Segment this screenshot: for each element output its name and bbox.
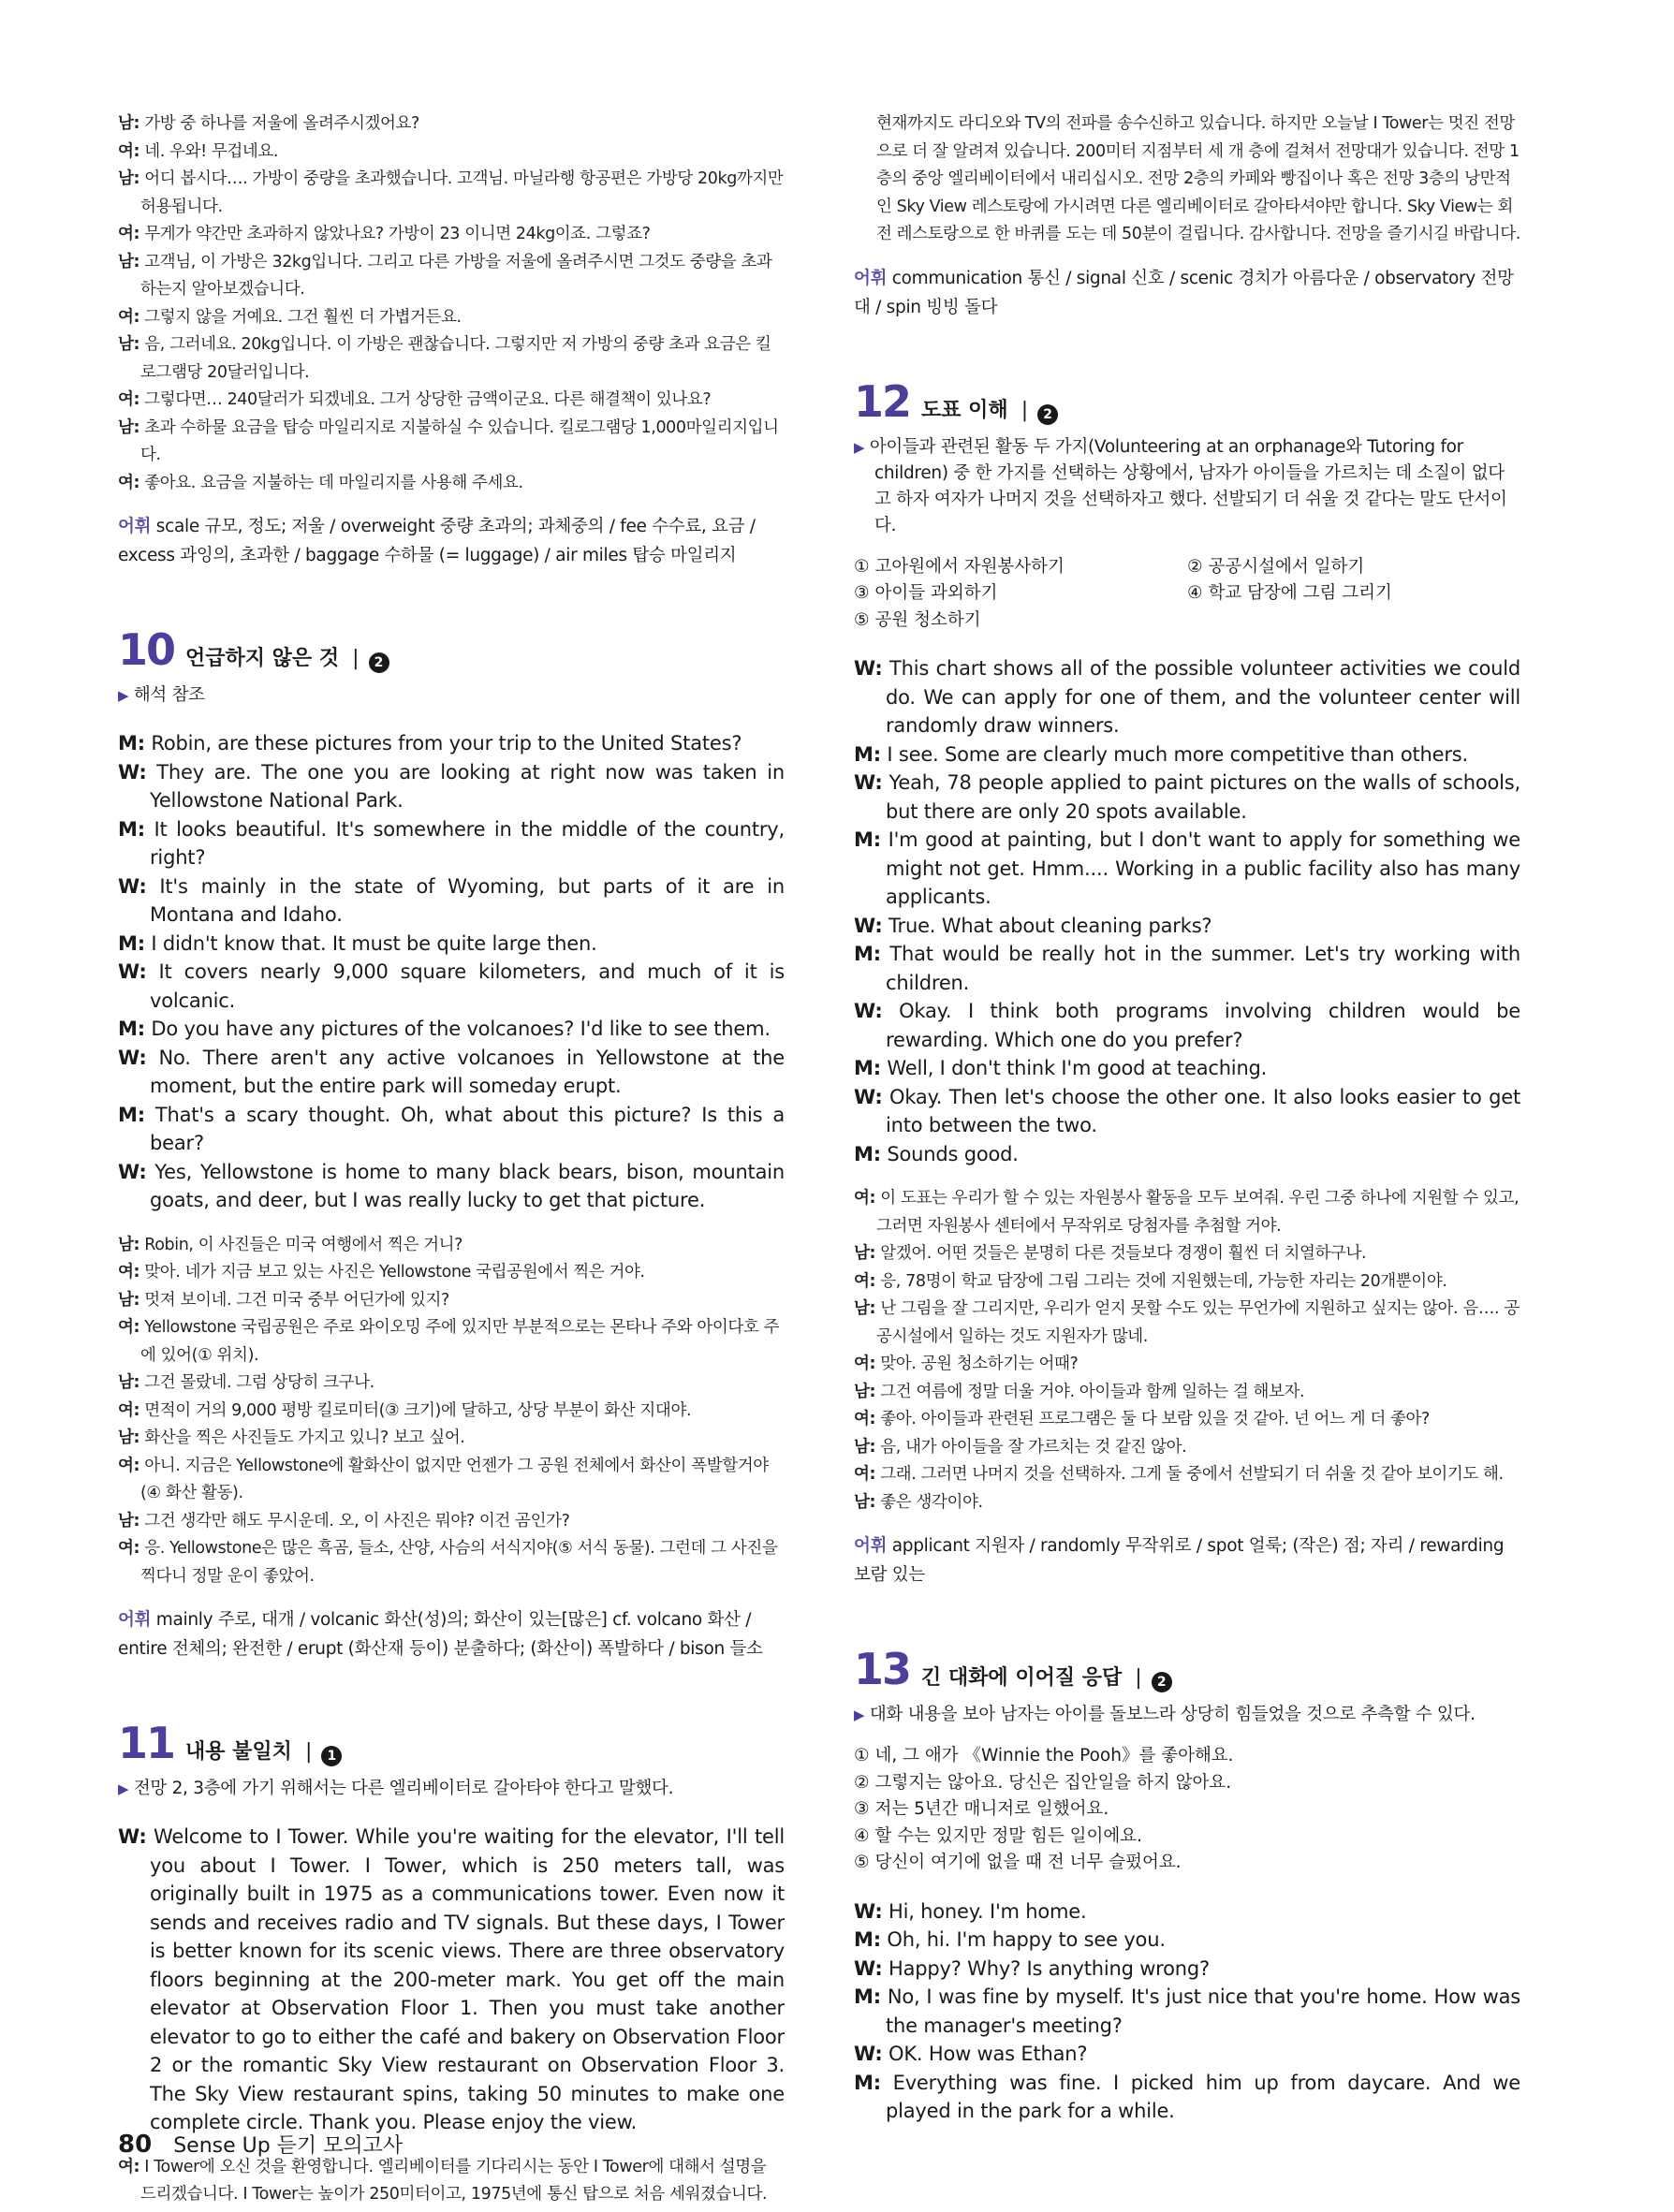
line-text: Hi, honey. I'm home. xyxy=(888,1899,1087,1923)
speaker-label: 남: xyxy=(118,114,140,133)
line-text: This chart shows all of the possible volunteer activities we could do. We can apply for one of them, and the volunteer center will randomly draw winners. xyxy=(886,657,1520,737)
question-number: 10 xyxy=(118,624,175,675)
triangle-icon: ▶ xyxy=(118,1780,129,1797)
dialog-line xyxy=(118,1044,785,1101)
dialog-line xyxy=(854,1983,1520,2040)
speaker-label: 여: xyxy=(118,141,140,161)
speaker-label: 여: xyxy=(854,1410,876,1428)
speaker-label: W: xyxy=(854,1956,883,1980)
line-text: No. There aren't any active volcanoes in Yellowstone at the moment, but the entire park will someday erupt. xyxy=(150,1046,785,1097)
speaker-label: W: xyxy=(854,1085,883,1108)
line-text: 그렇지 않을 거예요. 그건 훨씬 더 가볍거든요. xyxy=(144,307,462,327)
q10-hint: ▶ 해석 참조 xyxy=(118,685,205,705)
speaker-label: M: xyxy=(854,943,881,965)
q10-translation xyxy=(118,1232,785,1591)
line-text: 그건 여름에 정말 더울 거야. 아이들과 함께 일하는 걸 해보자. xyxy=(880,1382,1305,1401)
dialog-line xyxy=(118,1101,785,1158)
question-title: 언급하지 않은 것 xyxy=(185,647,340,670)
speaker-label: W: xyxy=(118,760,147,784)
speaker-label: M: xyxy=(854,1057,881,1079)
speaker-label: 남: xyxy=(854,1244,876,1263)
option-1: ① 고아원에서 자원봉사하기 xyxy=(854,556,1065,577)
speaker-label: W: xyxy=(118,1046,147,1069)
line-text: 멋져 보이네. 그건 미국 중부 어딘가에 있지? xyxy=(144,1290,449,1310)
dialog-line xyxy=(118,1232,785,1260)
dialog-line xyxy=(854,1296,1520,1351)
dialog-line xyxy=(118,1535,785,1590)
question-title: 긴 대화에 이어질 응답 xyxy=(921,1666,1123,1690)
difficulty-badge: 2 xyxy=(1152,1672,1172,1692)
dialog-line xyxy=(854,1489,1520,1517)
speaker-label: 여: xyxy=(118,1318,140,1337)
line-text: 면적이 거의 9,000 평방 킬로미터(③ 크기)에 달하고, 상당 부분이 화산 지대야. xyxy=(144,1400,692,1420)
speaker-label: 남: xyxy=(854,1492,876,1512)
line-text: 초과 수하물 요금을 탑승 마일리지로 지불하실 수 있습니다. 킬로그램당 1,000마일리지입니다. xyxy=(140,417,779,464)
line-text: Okay. I think both programs involving children would be rewarding. Which one do you prefer? xyxy=(886,1000,1520,1051)
speaker-label: 남: xyxy=(854,1437,876,1457)
dialog-line xyxy=(118,758,785,815)
line-text: 이 도표는 우리가 할 수 있는 자원봉사 활동을 모두 보여줘. 우린 그중 하나에 지원할 수 있고, 그러면 자원봉사 센터에서 무작위로 당첨자를 추첨할 거야. xyxy=(876,1189,1520,1236)
dialog-line xyxy=(854,940,1520,997)
q12-options xyxy=(854,554,1520,635)
q12-vocab: 어휘 applicant 지원자 / randomly 무작위로 / spot 얼룩; (작은) 점; 자리 / rewarding 보람 있는 xyxy=(854,1536,1505,1585)
dialog-line xyxy=(118,331,785,387)
speaker-label: 여: xyxy=(118,473,140,492)
dialog-line xyxy=(118,221,785,249)
book-title: Sense Up 듣기 모의고사 xyxy=(173,2134,404,2158)
dialog-line xyxy=(118,304,785,332)
line-text: Everything was fine. I picked him up from daycare. And we played in the park for a while. xyxy=(886,2071,1520,2122)
option-3: ③ 저는 5년간 매니저로 일했어요. xyxy=(854,1799,1109,1819)
speaker-label: 여: xyxy=(854,1271,876,1291)
line-text: 응. Yellowstone은 많은 흑곰, 들소, 산양, 사슴의 서식지야(⑤ 서식 동물). 그런데 그 사진을 찍다니 정말 운이 좋았어. xyxy=(140,1539,778,1586)
line-text: 맞아. 네가 지금 보고 있는 사진은 Yellowstone 국립공원에서 찍은 거야. xyxy=(144,1263,645,1282)
q9-vocab: 어휘 scale 규모, 정도; 저울 / overweight 중량 초과의; 과체중의 / fee 수수료, 요금 / excess 과잉의, 초과한 / baggage 수하물 (= luggage) / air miles 탑승 마일리지 xyxy=(118,517,756,565)
speaker-label: 여: xyxy=(118,1263,140,1282)
q9-translation xyxy=(118,110,785,497)
line-text: Well, I don't think I'm good at teaching. xyxy=(887,1057,1268,1079)
q13-options xyxy=(854,1743,1520,1877)
speaker-label: M: xyxy=(854,828,881,851)
q12-heading: 12 도표 이해 | 2 xyxy=(854,376,1520,427)
speaker-label: 남: xyxy=(118,1290,140,1310)
speaker-label: M: xyxy=(118,817,145,841)
speaker-label: M: xyxy=(854,1985,881,2008)
q11-translation-start: 여: I Tower에 오신 것을 환영합니다. 엘리베이터를 기다리시는 동안 I Tower에 대해서 설명을 드리겠습니다. I Tower는 높이가 250미터이고, 1975년에 통신 탑으로 처음 세워졌습니다. xyxy=(118,2157,768,2204)
line-text: 어디 봅시다…. 가방이 중량을 초과했습니다. 고객님. 마닐라행 항공편은 가방당 20kg까지만 허용됩니다. xyxy=(140,169,784,216)
speaker-label: 여: xyxy=(118,1400,140,1420)
speaker-label: W: xyxy=(854,2043,883,2065)
difficulty-badge: 1 xyxy=(321,1746,342,1766)
line-text: They are. The one you are looking at right now was taken in Yellowstone National Park. xyxy=(150,760,785,812)
dialog-line xyxy=(854,769,1520,826)
line-text: I didn't know that. It must be quite large then. xyxy=(151,931,597,955)
dialog-line xyxy=(118,1370,785,1398)
dialog-line xyxy=(854,740,1520,769)
q11-monologue: W: Welcome to I Tower. While you're waiting for the elevator, I'll tell you about I Tower. I Tower, which is 250 meters tall, was originally built in 1975 as a communications tower. Even now it sends and receives radio and TV signals. But these days, I Tower is better known for its scenic views. There are three observatory floors beginning at the 200-meter mark. You get off the main elevator at Observation Floor 1. Then you must take another elevator to go to either the café and bakery on Observation Floor 2 or the romantic Sky View restaurant on Observation Floor 3. The Sky View restaurant spins, taking 50 minutes to make one complete circle. Thank you. Please enjoy the view. xyxy=(118,1825,785,2133)
line-text: 알겠어. 어떤 것들은 분명히 다른 것들보다 경쟁이 훨씬 더 치열하구나. xyxy=(880,1244,1367,1263)
question-title: 도표 이해 xyxy=(921,398,1008,422)
line-text: 응, 78명이 학교 담장에 그림 그리는 것에 지원했는데, 가능한 자리는 20개뿐이야. xyxy=(880,1271,1447,1291)
q11-translation-cont: 현재까지도 라디오와 TV의 전파를 송수신하고 있습니다. 하지만 오늘날 I Tower는 멋진 전망으로 더 잘 알려져 있습니다. 200미터 지점부터 세 개 층에 걸쳐서 전망대가 있습니다. 전망 1층의 중앙 엘리베이터에서 내리십시오. 전망 2층의 카페와 빵집이나 혹은 전망 3층의 낭만적인 Sky View 레스토랑에 가시려면 다른 엘리베이터로 갈아타셔야만 합니다. Sky View는 회전 레스토랑으로 한 바퀴를 도는 데 50분이 걸립니다. 감사합니다. 전망을 즐기시길 바랍니다. xyxy=(876,114,1520,243)
option-4: ④ 학교 담장에 그림 그리기 xyxy=(1187,583,1392,603)
speaker-label: 여: xyxy=(118,225,140,243)
dialog-line xyxy=(118,1398,785,1426)
right-column xyxy=(854,110,1520,2126)
dialog-line xyxy=(854,1955,1520,1984)
speaker-label: M: xyxy=(118,931,145,955)
triangle-icon: ▶ xyxy=(854,1707,865,1723)
dialog-line xyxy=(854,1434,1520,1462)
line-text: Sounds good. xyxy=(887,1142,1019,1165)
dialog-line xyxy=(118,872,785,930)
speaker-label: M: xyxy=(118,1103,145,1126)
speaker-label: 남: xyxy=(118,417,140,437)
line-text: Robin, are these pictures from your trip to the United States? xyxy=(151,732,742,754)
q13-dialog xyxy=(854,1897,1520,2126)
dialog-line xyxy=(118,1287,785,1315)
speaker-label: M: xyxy=(118,732,145,754)
line-text: 네. 우와! 무겁네요. xyxy=(144,141,279,161)
dialog-line xyxy=(118,1425,785,1453)
triangle-icon: ▶ xyxy=(854,438,865,456)
line-text: Robin, 이 사진들은 미국 여행에서 찍은 거니? xyxy=(144,1235,463,1254)
speaker-label: 여: xyxy=(854,1189,876,1208)
dialog-line xyxy=(118,930,785,959)
speaker-label: W: xyxy=(118,960,147,983)
line-text: 난 그림을 잘 그리지만, 우리가 얻지 못할 수도 있는 무언가에 지원하고 싶지는 않아. 음…. 공공시설에서 일하는 것도 지원자가 많네. xyxy=(876,1299,1520,1346)
dialog-line xyxy=(118,1015,785,1044)
dialog-line xyxy=(854,2069,1520,2126)
line-text: 가방 중 하나를 저울에 올려주시겠어요? xyxy=(144,114,419,133)
line-text: 화산을 찍은 사진들도 가지고 있니? 보고 싶어. xyxy=(144,1428,465,1447)
dialog-line xyxy=(854,1461,1520,1489)
dialog-line xyxy=(118,729,785,758)
speaker-label: W: xyxy=(854,914,883,937)
question-number: 11 xyxy=(118,1718,175,1768)
speaker-label: 여: xyxy=(854,1355,876,1373)
dialog-line xyxy=(854,1897,1520,1926)
dialog-line xyxy=(118,1453,785,1508)
speaker-label: 여: xyxy=(118,307,140,327)
line-text: Yes, Yellowstone is home to many black bears, bison, mountain goats, and deer, but I was really lucky to get that picture. xyxy=(150,1160,785,1211)
speaker-label: 여: xyxy=(854,1465,876,1484)
line-text: 좋아. 아이들과 관련된 프로그램은 둘 다 보람 있을 것 같아. 넌 어느 게 더 좋아? xyxy=(880,1410,1430,1428)
dialog-line xyxy=(854,1054,1520,1083)
q13-hint: ▶ 대화 내용을 보아 남자는 아이를 돌보느라 상당히 힘들었을 것으로 추측할 수 있다. xyxy=(854,1705,1476,1724)
line-text: 고객님, 이 가방은 32kg입니다. 그리고 다른 가방을 저울에 올려주시면 그것도 중량을 초과하는지 알아보겠습니다. xyxy=(140,252,772,299)
dialog-line xyxy=(118,1158,785,1215)
line-text: It's mainly in the state of Wyoming, but parts of it are in Montana and Idaho. xyxy=(150,874,786,926)
dialog-line xyxy=(854,912,1520,941)
dialog-line xyxy=(118,1314,785,1370)
dialog-line xyxy=(118,166,785,221)
question-number: 13 xyxy=(854,1644,911,1694)
speaker-label: 남: xyxy=(118,1235,140,1254)
option-4: ④ 할 수는 있지만 정말 힘든 일이에요. xyxy=(854,1825,1142,1846)
dialog-line xyxy=(854,1083,1520,1140)
line-text: 음, 내가 아이들을 잘 가르치는 것 같진 않아. xyxy=(880,1437,1187,1457)
line-text: It looks beautiful. It's somewhere in the middle of the country, right? xyxy=(150,817,785,869)
q10-dialog xyxy=(118,729,785,1215)
line-text: 무게가 약간만 초과하지 않았나요? 가방이 23 이니면 24kg이죠. 그렇죠? xyxy=(144,225,651,243)
speaker-label: 남: xyxy=(118,1428,140,1447)
page-number: 80 xyxy=(118,2131,153,2159)
q11-heading: 11 내용 불일치 | 1 xyxy=(118,1718,785,1768)
triangle-icon: ▶ xyxy=(118,687,129,704)
speaker-label: 남: xyxy=(118,1511,140,1531)
q12-hint: ▶ 아이들과 관련된 활동 두 가지(Volunteering at an orphanage와 Tutoring for children) 중 한 가지를 선택하는 상황에서, 남자가 아이들을 가르치는 데 소질이 없다고 하자 여자가 나머지 것을 선택하자고 했다. 선발되기 더 쉬울 것 같다는 말도 단서이다. xyxy=(854,436,1507,535)
line-text: 음, 그러네요. 20kg입니다. 이 가방은 괜찮습니다. 그렇지만 저 가방의 중량 초과 요금은 킬로그램당 20달러입니다. xyxy=(140,335,771,382)
vocab-text: communication 통신 / signal 신호 / scenic 경치가 아름다운 / observatory 전망대 / spin 빙빙 돌다 xyxy=(854,268,1514,317)
left-column xyxy=(118,110,785,2209)
option-5: ⑤ 당신이 여기에 없을 때 전 너무 슬펐어요. xyxy=(854,1853,1182,1872)
line-text: Oh, hi. I'm happy to see you. xyxy=(887,1928,1166,1951)
speaker-label: 남: xyxy=(118,252,140,271)
line-text: 그건 몰랐네. 그럼 상당히 크구나. xyxy=(144,1373,374,1392)
dialog-line xyxy=(854,1351,1520,1379)
line-text: I'm good at painting, but I don't want to apply for something we might not get. Hmm.... Working in a public facility also has many applicants. xyxy=(886,828,1520,908)
speaker-label: 남: xyxy=(118,335,140,354)
dialog-line xyxy=(854,654,1520,740)
speaker-label: W: xyxy=(118,1160,147,1183)
line-text: That would be really hot in the summer. Let's try working with children. xyxy=(886,943,1520,994)
difficulty-badge: 2 xyxy=(369,652,389,673)
dialog-line xyxy=(118,387,785,415)
line-text: 아니. 지금은 Yellowstone에 활화산이 없지만 언젠가 그 공원 전체에서 화산이 폭발할거야(④ 화산 활동). xyxy=(140,1456,769,1502)
speaker-label: 남: xyxy=(118,169,140,188)
speaker-label: M: xyxy=(854,1928,881,1951)
page-footer xyxy=(118,2130,403,2159)
dialog-line xyxy=(854,1406,1520,1434)
speaker-label: 여: xyxy=(118,1456,140,1475)
q10-heading: 10 언급하지 않은 것 | 2 xyxy=(118,624,785,675)
dialog-line xyxy=(118,110,785,139)
speaker-label: 남: xyxy=(854,1382,876,1401)
vocab-text: applicant 지원자 / randomly 무작위로 / spot 얼룩; (작은) 점; 자리 / rewarding 보람 있는 xyxy=(854,1536,1505,1585)
q12-dialog xyxy=(854,654,1520,1168)
speaker-label: M: xyxy=(854,742,881,766)
line-text: It covers nearly 9,000 square kilometers, and much of it is volcanic. xyxy=(150,960,785,1012)
speaker-label: W: xyxy=(854,1899,883,1923)
dialog-line xyxy=(118,815,785,872)
dialog-line xyxy=(854,1240,1520,1268)
question-number: 12 xyxy=(854,375,911,427)
line-text: 그렇다면… 240달러가 되겠네요. 그거 상당한 금액이군요. 다른 해결책이 있나요? xyxy=(144,390,712,409)
dialog-line xyxy=(118,470,785,498)
line-text: Okay. Then let's choose the other one. It also looks easier to get into between the two. xyxy=(886,1085,1520,1136)
line-text: I see. Some are clearly much more competitive than others. xyxy=(887,742,1468,766)
dialog-line xyxy=(854,826,1520,912)
speaker-label: 여: xyxy=(118,390,140,409)
dialog-line xyxy=(118,415,785,470)
q11-hint: ▶ 전망 2, 3층에 가기 위해서는 다른 엘리베이터로 갈아타야 한다고 말했다. xyxy=(118,1779,674,1798)
option-1: ① 네, 그 애가 《Winnie the Pooh》를 좋아해요. xyxy=(854,1746,1234,1765)
difficulty-badge: 2 xyxy=(1037,404,1058,425)
speaker-label: W: xyxy=(854,771,883,794)
dialog-line xyxy=(118,139,785,167)
vocab-text: scale 규모, 정도; 저울 / overweight 중량 초과의; 과체중의 / fee 수수료, 요금 / excess 과잉의, 초과한 / baggage 수하물 (= luggage) / air miles 탑승 마일리지 xyxy=(118,517,756,565)
line-text: 맞아. 공원 청소하기는 어때? xyxy=(880,1355,1079,1373)
q11-vocab: 어휘 communication 통신 / signal 신호 / scenic 경치가 아름다운 / observatory 전망대 / spin 빙빙 돌다 xyxy=(854,268,1514,317)
speaker-label: 남: xyxy=(854,1299,876,1318)
line-text: Yeah, 78 people applied to paint pictures on the walls of schools, but there are only 20 spots available. xyxy=(886,771,1520,823)
line-text: 그건 생각만 해도 무시운데. 오, 이 사진은 뭐야? 이건 곰인가? xyxy=(144,1511,570,1531)
speaker-label: 남: xyxy=(118,1373,140,1392)
line-text: OK. How was Ethan? xyxy=(888,2043,1088,2065)
question-title: 내용 불일치 xyxy=(185,1740,292,1764)
dialog-line xyxy=(854,1140,1520,1169)
dialog-line xyxy=(118,958,785,1015)
line-text: Yellowstone 국립공원은 주로 와이오밍 주에 있지만 부분적으로는 몬타나 주와 아이다호 주에 있어(① 위치). xyxy=(140,1318,780,1365)
option-5: ⑤ 공원 청소하기 xyxy=(854,609,981,630)
line-text: That's a scary thought. Oh, what about this picture? Is this a bear? xyxy=(150,1103,785,1154)
speaker-label: W: xyxy=(854,1000,883,1022)
speaker-label: W: xyxy=(854,657,883,680)
dialog-line xyxy=(854,997,1520,1054)
line-text: 좋은 생각이야. xyxy=(880,1492,983,1512)
dialog-line xyxy=(854,1185,1520,1240)
speaker-label: M: xyxy=(854,2071,881,2094)
line-text: No, I was fine by myself. It's just nice that you're home. How was the manager's meeting? xyxy=(886,1985,1521,2037)
line-text: 그래. 그러면 나머지 것을 선택하자. 그게 둘 중에서 선발되기 더 쉬울 것 같아 보이기도 해. xyxy=(880,1465,1504,1484)
line-text: Do you have any pictures of the volcanoes? I'd like to see them. xyxy=(151,1018,771,1040)
q12-translation xyxy=(854,1185,1520,1516)
speaker-label: M: xyxy=(854,1142,881,1165)
dialog-line xyxy=(854,1926,1520,1955)
option-2: ② 그렇지는 않아요. 당신은 집안일을 하지 않아요. xyxy=(854,1772,1232,1793)
dialog-line xyxy=(118,249,785,304)
dialog-line xyxy=(854,1268,1520,1296)
q13-heading: 13 긴 대화에 이어질 응답 | 2 xyxy=(854,1644,1520,1694)
speaker-label: M: xyxy=(118,1018,145,1040)
line-text: True. What about cleaning parks? xyxy=(888,914,1212,937)
option-3: ③ 아이들 과외하기 xyxy=(854,583,998,603)
q10-vocab: 어휘 mainly 주로, 대개 / volcanic 화산(성)의; 화산이 있는[많은] cf. volcano 화산 / entire 전체의; 완전한 / erupt (화산재 등이) 분출하다; (화산이) 폭발하다 / bison 들소 xyxy=(118,1610,763,1659)
dialog-line xyxy=(118,1508,785,1536)
line-text: 좋아요. 요금을 지불하는 데 마일리지를 사용해 주세요. xyxy=(144,473,523,492)
speaker-label: W: xyxy=(118,874,147,898)
dialog-line xyxy=(118,1259,785,1287)
line-text: Happy? Why? Is anything wrong? xyxy=(888,1956,1210,1980)
option-2: ② 공공시설에서 일하기 xyxy=(1187,556,1365,577)
dialog-line xyxy=(854,2040,1520,2069)
dialog-line xyxy=(854,1379,1520,1407)
speaker-label: 여: xyxy=(118,1539,140,1558)
vocab-text: mainly 주로, 대개 / volcanic 화산(성)의; 화산이 있는[많은] cf. volcano 화산 / entire 전체의; 완전한 / erupt (화산재 등이) 분출하다; (화산이) 폭발하다 / bison 들소 xyxy=(118,1610,763,1659)
